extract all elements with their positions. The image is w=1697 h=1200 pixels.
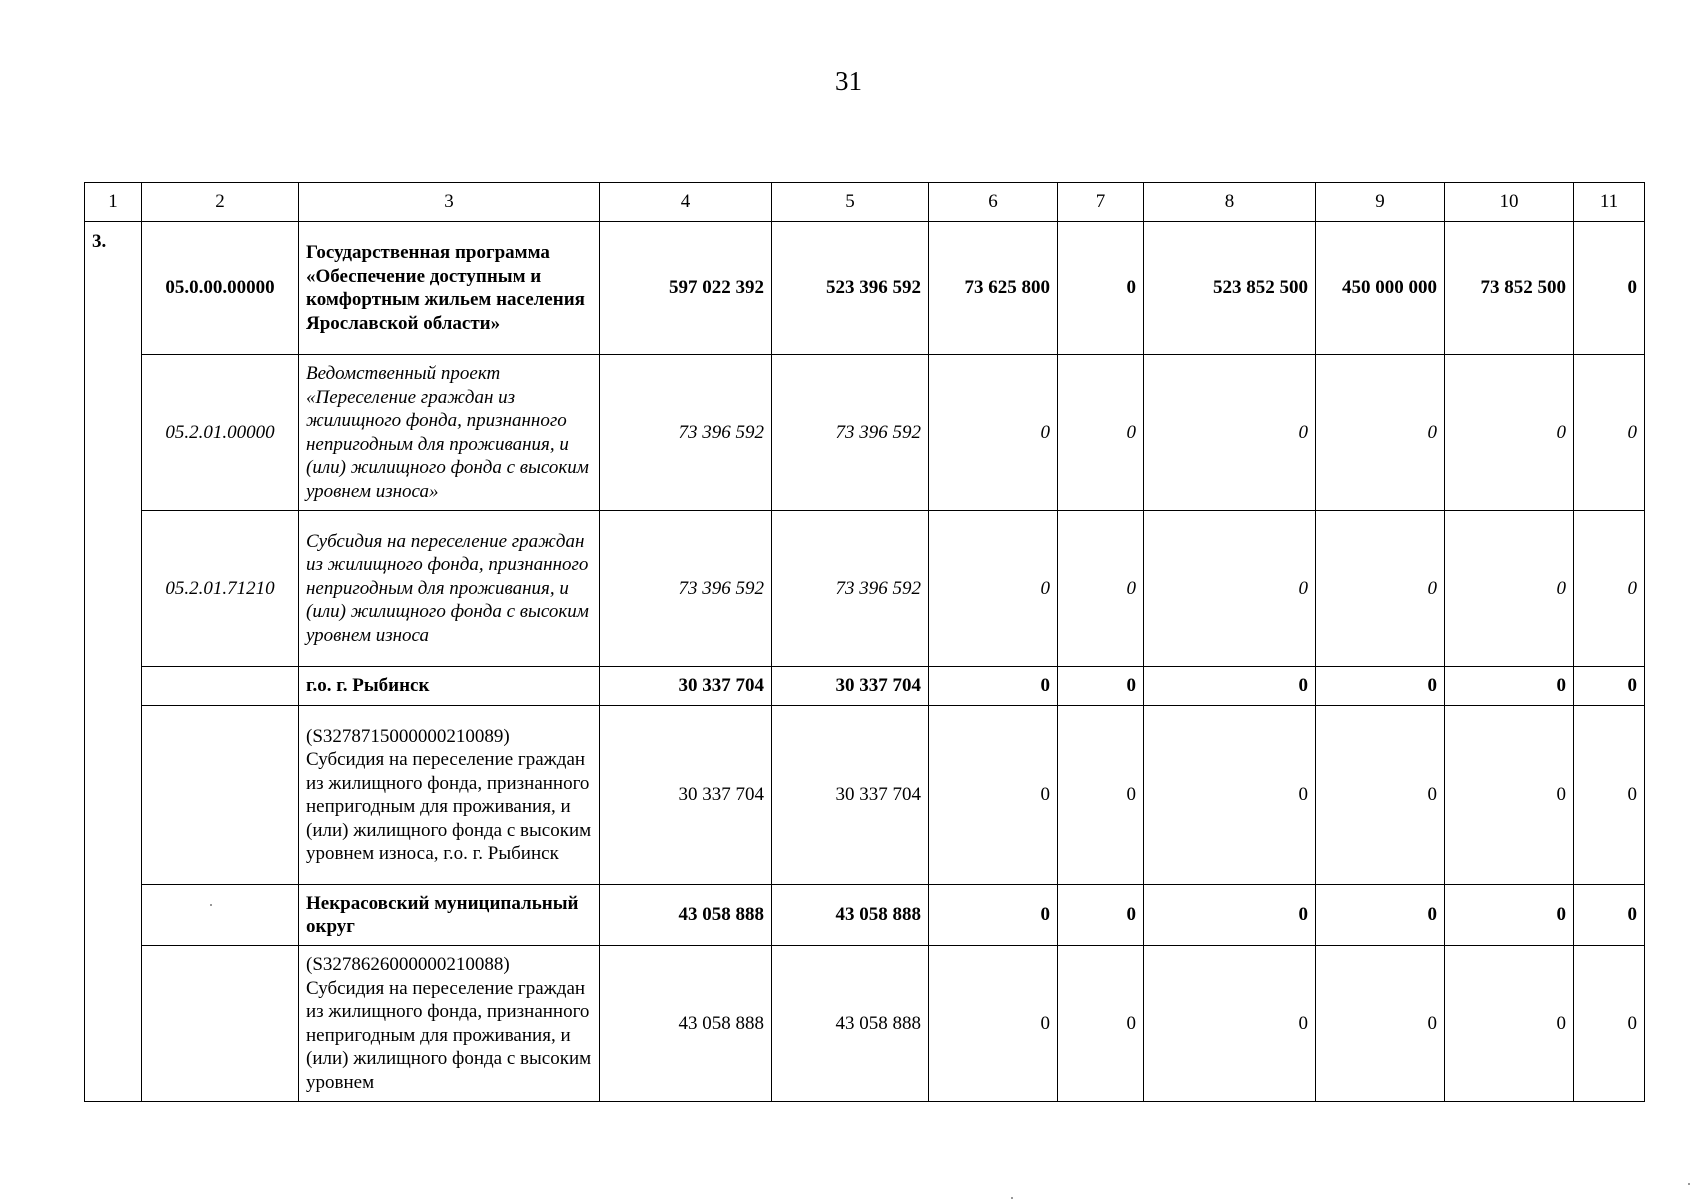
value-cell: 0	[1574, 706, 1645, 885]
value-cell: 0	[1574, 355, 1645, 511]
code-cell: 05.2.01.71210	[142, 511, 299, 667]
value-cell: 0	[1144, 667, 1316, 706]
value-cell: 0	[1144, 511, 1316, 667]
value-cell: 597 022 392	[600, 222, 772, 355]
header-cell: 7	[1058, 183, 1144, 222]
value-cell: 0	[1058, 222, 1144, 355]
name-cell: (S3278626000000210088) Субсидия на переселение граждан из жилищного фонда, признанного непригодным для проживания, и (или) жилищного фонда с высоким уровнем	[299, 946, 600, 1102]
header-cell: 4	[600, 183, 772, 222]
budget-table	[84, 182, 1645, 1102]
value-cell: 0	[1058, 667, 1144, 706]
value-cell: 0	[1316, 885, 1445, 946]
scan-speck	[1011, 1197, 1013, 1199]
value-cell: 73 625 800	[929, 222, 1058, 355]
value-cell: 0	[1316, 355, 1445, 511]
table-row	[85, 706, 1645, 885]
value-cell: 0	[1574, 222, 1645, 355]
header-cell: 8	[1144, 183, 1316, 222]
value-cell: 0	[929, 511, 1058, 667]
value-cell: 0	[1058, 355, 1144, 511]
value-cell: 0	[1144, 885, 1316, 946]
value-cell: 73 396 592	[600, 511, 772, 667]
value-cell: 0	[1445, 946, 1574, 1102]
value-cell: 0	[929, 885, 1058, 946]
header-row	[85, 183, 1645, 222]
value-cell: 523 396 592	[772, 222, 929, 355]
value-cell: 523 852 500	[1144, 222, 1316, 355]
scan-speck	[210, 904, 212, 906]
code-cell	[142, 667, 299, 706]
code-cell: 05.0.00.00000	[142, 222, 299, 355]
code-cell	[142, 946, 299, 1102]
value-cell: 0	[1574, 667, 1645, 706]
value-cell: 30 337 704	[600, 706, 772, 885]
code-cell	[142, 706, 299, 885]
value-cell: 0	[1144, 946, 1316, 1102]
value-cell: 0	[929, 355, 1058, 511]
value-cell: 30 337 704	[600, 667, 772, 706]
value-cell: 0	[1574, 885, 1645, 946]
table-row	[85, 946, 1645, 1102]
value-cell: 30 337 704	[772, 667, 929, 706]
value-cell: 0	[1058, 946, 1144, 1102]
header-cell: 10	[1445, 183, 1574, 222]
value-cell: 0	[1058, 511, 1144, 667]
table-row	[85, 885, 1645, 946]
value-cell: 73 852 500	[1445, 222, 1574, 355]
header-cell: 1	[85, 183, 142, 222]
value-cell: 0	[929, 706, 1058, 885]
value-cell: 0	[1316, 706, 1445, 885]
value-cell: 0	[1445, 355, 1574, 511]
header-cell: 6	[929, 183, 1058, 222]
header-cell: 2	[142, 183, 299, 222]
header-cell: 11	[1574, 183, 1645, 222]
name-cell: Субсидия на переселение граждан из жилищного фонда, признанного непригодным для проживания, и (или) жилищного фонда с высоким уровнем износа	[299, 511, 600, 667]
header-cell: 9	[1316, 183, 1445, 222]
value-cell: 43 058 888	[772, 885, 929, 946]
value-cell: 0	[1316, 511, 1445, 667]
table-row	[85, 222, 1645, 355]
value-cell: 0	[1445, 667, 1574, 706]
name-cell: Некрасовский муниципальный округ	[299, 885, 600, 946]
value-cell: 43 058 888	[600, 885, 772, 946]
header-cell: 5	[772, 183, 929, 222]
value-cell: 73 396 592	[600, 355, 772, 511]
value-cell: 73 396 592	[772, 511, 929, 667]
name-cell: г.о. г. Рыбинск	[299, 667, 600, 706]
table-row	[85, 667, 1645, 706]
value-cell: 0	[1445, 706, 1574, 885]
value-cell: 0	[1316, 946, 1445, 1102]
value-cell: 450 000 000	[1316, 222, 1445, 355]
value-cell: 0	[1058, 706, 1144, 885]
value-cell: 0	[1058, 885, 1144, 946]
table-row	[85, 511, 1645, 667]
value-cell: 73 396 592	[772, 355, 929, 511]
value-cell: 0	[1316, 667, 1445, 706]
header-cell: 3	[299, 183, 600, 222]
value-cell: 0	[929, 946, 1058, 1102]
value-cell: 0	[1574, 946, 1645, 1102]
value-cell: 43 058 888	[772, 946, 929, 1102]
code-cell: 05.2.01.00000	[142, 355, 299, 511]
code-cell	[142, 885, 299, 946]
value-cell: 0	[1445, 511, 1574, 667]
value-cell: 43 058 888	[600, 946, 772, 1102]
value-cell: 30 337 704	[772, 706, 929, 885]
value-cell: 0	[1144, 355, 1316, 511]
page-number: 31	[835, 66, 862, 96]
value-cell: 0	[1445, 885, 1574, 946]
name-cell: (S3278715000000210089) Субсидия на переселение граждан из жилищного фонда, признанного непригодным для проживания, и (или) жилищного фонда с высоким уровнем износа, г.о. г. Рыбинск	[299, 706, 600, 885]
value-cell: 0	[929, 667, 1058, 706]
value-cell: 0	[1144, 706, 1316, 885]
name-cell: Государственная программа «Обеспечение доступным и комфортным жильем населения Ярославской области»	[299, 222, 600, 355]
value-cell: 0	[1574, 511, 1645, 667]
scan-speck	[1688, 1183, 1690, 1185]
name-cell: Ведомственный проект «Переселение граждан из жилищного фонда, признанного непригодным для проживания, и (или) жилищного фонда с высоким уровнем износа»	[299, 355, 600, 511]
section-number: 3.	[85, 222, 142, 1102]
table-row	[85, 355, 1645, 511]
